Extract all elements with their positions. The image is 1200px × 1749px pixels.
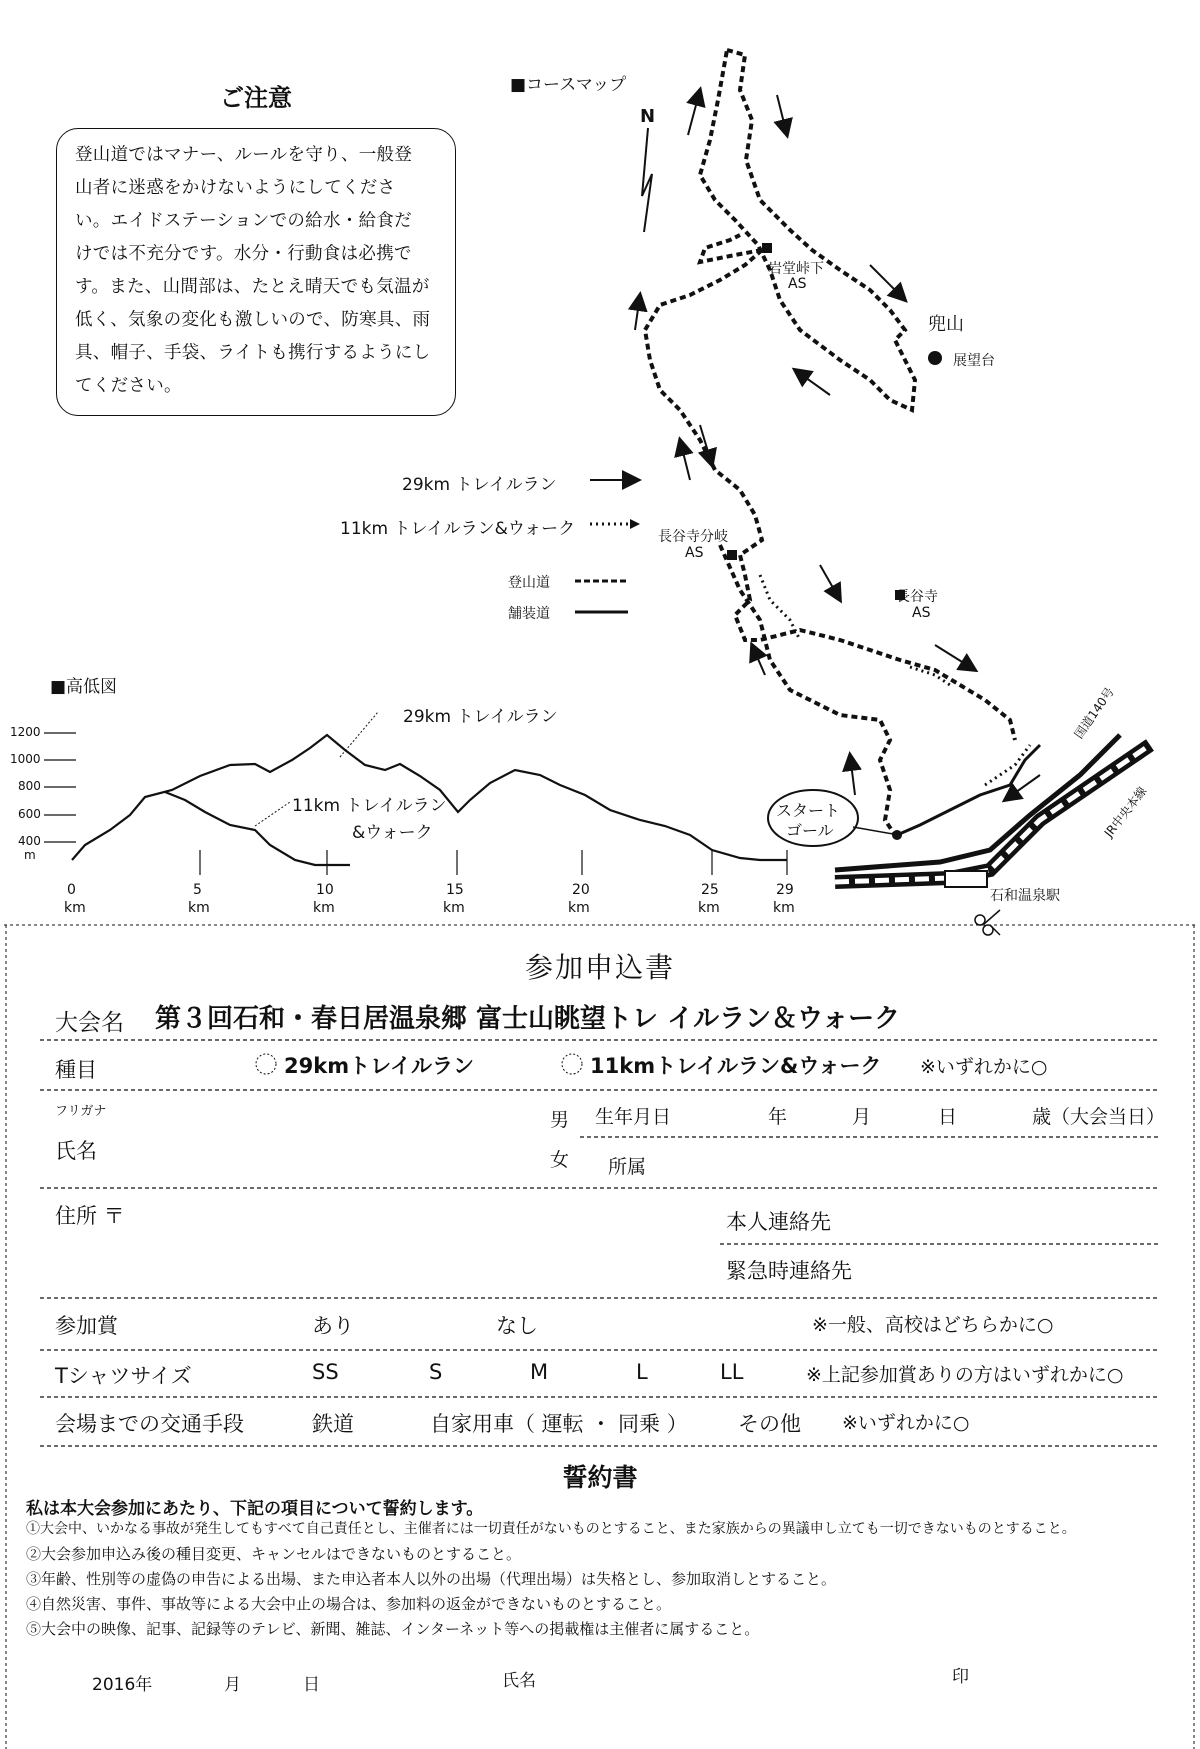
shirt-note: ※上記参加賞ありの方はいずれかに○ [806,1364,1124,1386]
notice-line: す。また、山間部は、たとえ晴天でも気温が [75,277,430,297]
goal-label: ゴール [786,821,834,840]
x-tick: 20 [572,882,590,898]
birth-day-unit: 日 [938,1106,958,1128]
elevation-11km-label: 11km トレイルラン [292,796,447,816]
tenbodai-label: 展望台 [953,353,995,369]
x-unit: km [188,900,210,916]
y-unit: m [24,848,36,862]
birth-month-unit: 月 [852,1106,872,1128]
date-month: 月 [224,1675,241,1695]
shirt-label: Tシャツサイズ [55,1364,192,1388]
x-tick: 15 [446,882,464,898]
transport-other-option[interactable]: その他 [738,1412,801,1436]
category-label: 種目 [55,1058,97,1082]
x-tick: 0 [67,882,76,898]
pledge-item: ③年齢、性別等の虚偽の申告による出場、また申込者本人以外の出場（代理出場）は失格とし、参加取消しとすること。 [26,1570,837,1588]
shirt-size-option[interactable]: SS [312,1360,339,1384]
iwado-as-label-2: AS [788,276,807,292]
seal-label: 印 [952,1667,969,1687]
event-label: 大会名 [55,1010,124,1036]
pledge-item: ⑤大会中の映像、記事、記録等のテレビ、新聞、雑誌、インターネット等への掲載権は主催者に属すること。 [26,1620,760,1638]
name-field[interactable] [120,1100,520,1180]
pledge-item: ②大会参加申込み後の種目変更、キャンセルはできないものとすること。 [26,1545,522,1563]
legend-29km: 29km トレイルラン [402,475,557,495]
notice-line: 登山道ではマナー、ルールを守り、一般登 [75,145,413,165]
notice-line: 低く、気象の変化も激しいので、防寒具、雨 [75,310,431,330]
y-tick: 400 [18,834,41,848]
affiliation-label: 所属 [608,1156,647,1178]
transport-note: ※いずれかに○ [842,1412,970,1434]
name-label: 氏名 [55,1139,97,1163]
birth-year-unit: 年 [768,1106,788,1128]
x-tick: 25 [701,882,719,898]
radio-11km [562,1054,582,1074]
address-label: 住所 〒 [55,1204,125,1228]
category-11km-option[interactable]: 11kmトレイルラン&ウォーク [590,1054,882,1078]
transport-label: 会場までの交通手段 [55,1412,244,1436]
hasedera-bunki-label-2: AS [685,545,704,561]
radio-29km [256,1054,276,1074]
category-29km-option[interactable]: 29kmトレイルラン [284,1054,475,1078]
transport-car-option[interactable]: 自家用車（ 運転 ・ 同乗 ） [430,1412,688,1436]
contact-self-label: 本人連絡先 [726,1210,831,1234]
pledge-title: 誓約書 [562,1463,638,1492]
prize-label: 参加賞 [55,1314,118,1338]
legend-paved: 舗装道 [508,606,550,622]
gender-female[interactable]: 女 [550,1149,570,1171]
prize-note: ※一般、高校はどちらかに○ [812,1314,1054,1336]
birth-label: 生年月日 [595,1106,672,1128]
hasedera-label-2: AS [912,605,931,621]
elevation-title: ■高低図 [50,677,118,697]
x-unit: km [773,900,795,916]
x-unit: km [64,900,86,916]
course-map-title: ■コースマップ [510,75,627,95]
contact-emergency-label: 緊急時連絡先 [726,1259,852,1283]
signature-name-label: 氏名 [502,1671,536,1691]
form-title: 参加申込書 [524,951,675,984]
category-note: ※いずれかに○ [920,1056,1048,1078]
pledge-intro: 私は本大会参加にあたり、下記の項目について誓約します。 [26,1499,484,1519]
y-tick: 800 [18,779,41,793]
signature-field[interactable] [550,1660,940,1696]
y-tick: 600 [18,807,41,821]
shirt-size-option[interactable]: LL [720,1360,744,1384]
event-name: 第３回石和・春日居温泉郷 富士山眺望トレ イルラン＆ウォーク [155,1004,901,1034]
shirt-size-option[interactable]: M [530,1360,549,1384]
notice-line: てください。 [75,376,182,396]
transport-rail-option[interactable]: 鉄道 [312,1412,354,1436]
notice-line: い。エイドステーションでの給水・給食だ [75,211,412,231]
x-tick: 5 [193,882,202,898]
notice-line: 山者に迷惑をかけないようにしてくださ [75,178,396,198]
prize-no-option[interactable]: なし [496,1314,538,1338]
age-label: 歳（大会当日） [1032,1106,1166,1128]
start-label: スタート [776,801,841,820]
jr-line-label: JR中央本線 [1101,784,1150,840]
hasedera-label: 長谷寺 [896,589,938,605]
station-label: 石和温泉駅 [990,888,1060,904]
y-tick: 1000 [10,752,41,766]
iwado-as-label: 岩堂峠下 [768,261,824,277]
shirt-size-option[interactable]: L [636,1360,648,1384]
pledge-item: ④自然災害、事件、事故等による大会中止の場合は、参加料の返金ができないものとすること。 [26,1595,672,1613]
north-label: N [640,106,656,127]
shirt-size-option[interactable]: S [429,1360,443,1384]
notice-title: ご注意 [220,84,292,112]
x-unit: km [313,900,335,916]
y-tick: 1200 [10,725,41,739]
x-tick: 10 [316,882,334,898]
furigana-label: フリガナ [55,1104,107,1119]
notice-line: けでは不充分です。水分・行動食は必携で [75,244,412,264]
elevation-11km-label-2: &ウォーク [352,823,433,843]
notice-line: 具、帽子、手袋、ライトも携行するようにし [75,343,431,363]
gender-male[interactable]: 男 [550,1109,570,1131]
x-unit: km [443,900,465,916]
prize-yes-option[interactable]: あり [312,1314,354,1338]
kabutoyama-label: 兜山 [928,314,964,335]
route140-label: 国道140号 [1071,684,1117,742]
legend-11km: 11km トレイルラン&ウォーク [340,519,576,539]
pledge-item: ①大会中、いかなる事故が発生してもすべて自己責任とし、主催者には一切責任がないものとすること、また家族からの異議申し立ても一切できないものとすること。 [26,1521,1076,1537]
x-tick: 29 [776,882,794,898]
x-unit: km [698,900,720,916]
hasedera-bunki-label: 長谷寺分岐 [658,529,728,545]
date-day: 日 [303,1675,320,1695]
x-unit: km [568,900,590,916]
address-field[interactable] [130,1196,690,1290]
date-year: 2016年 [92,1675,153,1695]
elevation-29km-label: 29km トレイルラン [403,707,558,727]
legend-trail: 登山道 [508,575,550,591]
